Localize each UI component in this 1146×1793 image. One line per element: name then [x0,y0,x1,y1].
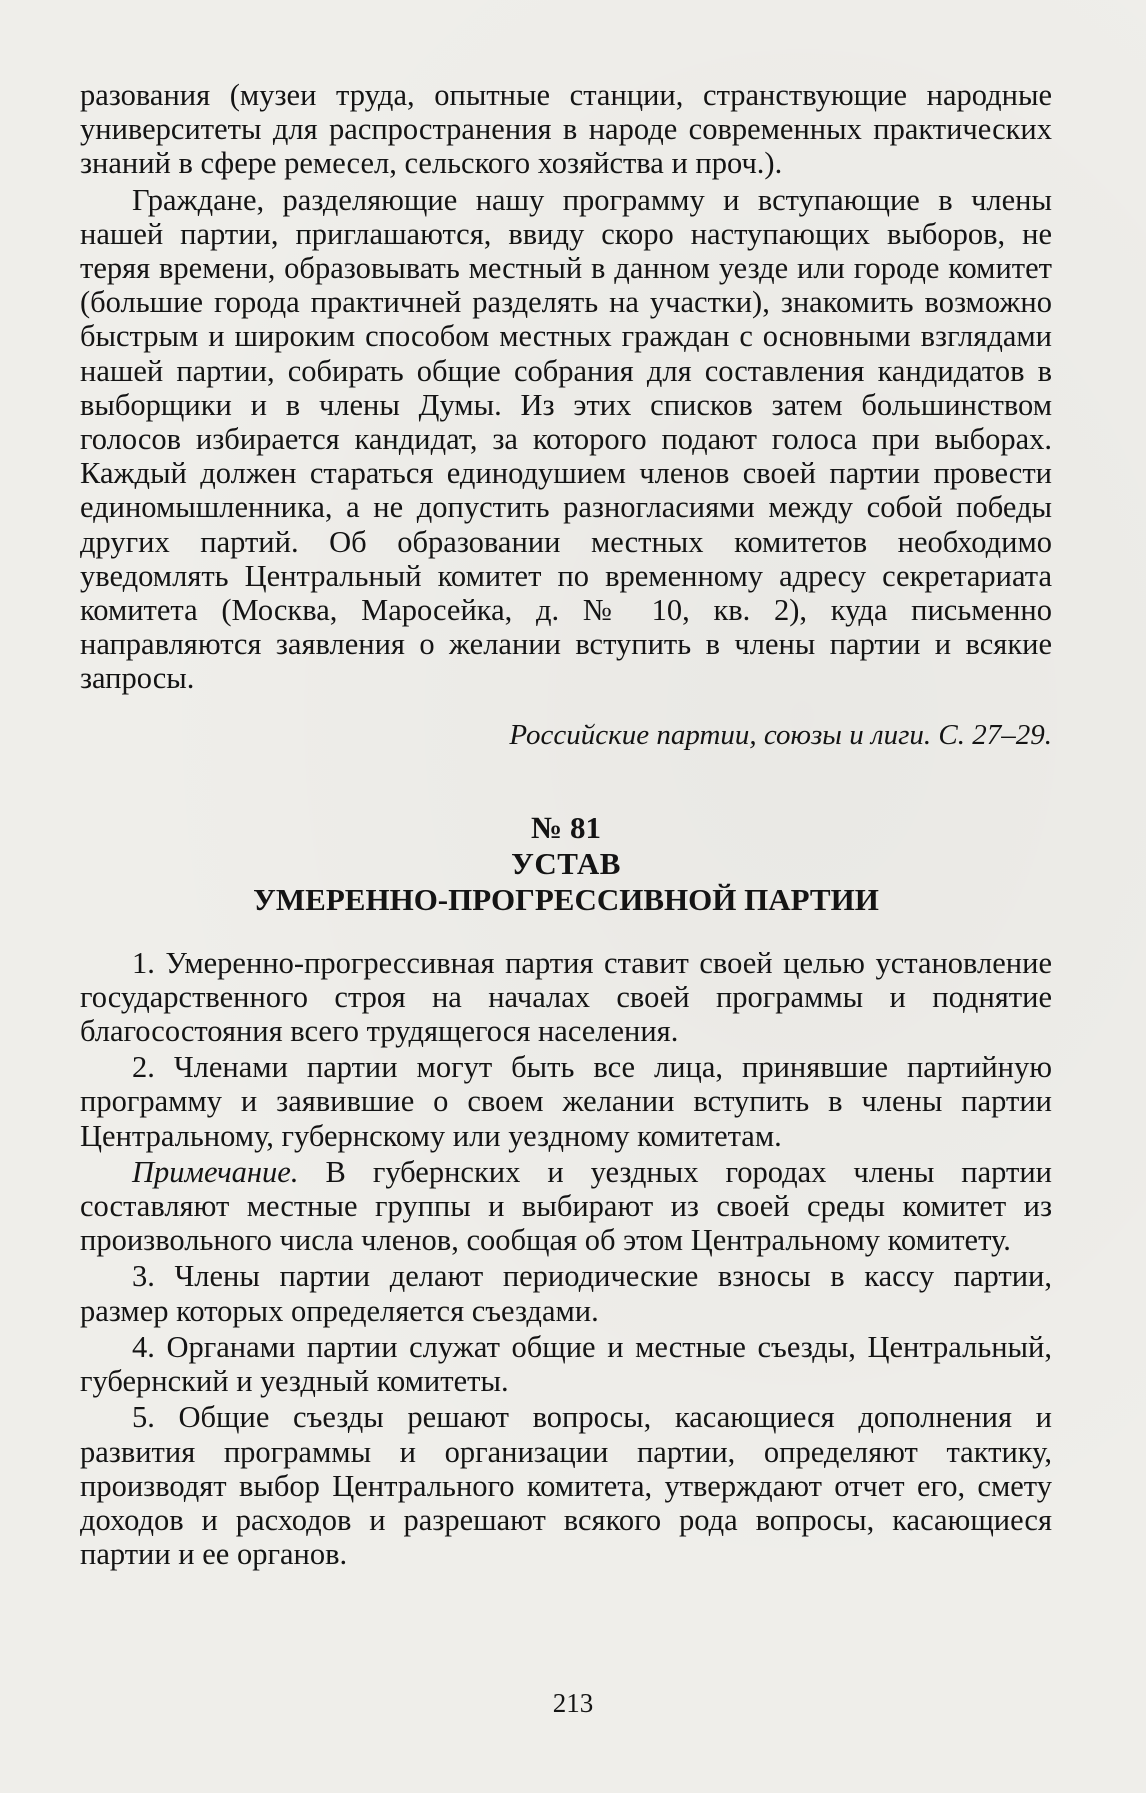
statute-item-3: 3. Члены партии делают периодические взносы в кассу партии, размер которых определяется съездами. [80,1259,1052,1328]
source-citation: Российские партии, союзы и лиги. С. 27–29. [509,718,1052,751]
statute-note [80,1155,1052,1258]
document-subtitle: УМЕРЕННО-ПРОГРЕССИВНОЙ ПАРТИИ [253,881,879,917]
page-number: 213 [552,1688,594,1718]
paragraph-citizens: Граждане, разделяющие нашу программу и вступающие в члены нашей партии, приглашаются, ввиду скоро наступающих выборов, не теряя времени, образовывать местный в данном уезде или городе комитет (большие города практичней разделять на участки), знакомить возможно быстрым и широким способом местных граждан с основными взглядами нашей партии, собирать общие собрания для составления кандидатов в выборщики и в члены Думы. Из этих списков затем большинством голосов избирается кандидат, за которого подают голоса при выборах. Каждый должен стараться единодушием членов своей партии провести единомышленника, а не допустить разногласиями между собой победы других партий. Об образовании местных комитетов необходимо уведомлять Центральный комитет по временному адресу секретариата комитета (Москва, Маросейка, д. № 10, кв. 2), куда письменно направляются заявления о желании вступить в члены партии и всякие запросы. [80,182,1052,696]
statute-item-4: 4. Органами партии служат общие и местные съезды, Центральный, губернский и уездный комитеты. [80,1329,1052,1399]
statute-item-1: 1. Умеренно-прогрессивная партия ставит своей целью установление государственного строя на началах своей программы и поднятие благосостояния всего трудящегося населения. [80,945,1052,1049]
document-heading [80,810,1052,918]
statute-body [80,946,1052,1572]
document-number: № 81 [531,809,601,845]
statute-item-2: 2. Членами партии могут быть все лица, принявшие партийную программу и заявившие о своем желании вступить в члены партии Центральному, губернскому или уездному комитетам. [80,1050,1052,1153]
paragraph-continued: разования (музеи труда, опытные станции, странствующие народные университеты для распространения в народе современных практических знаний в сфере ремесел, сельского хозяйства и проч.). [80,78,1052,181]
statute-item-5: 5. Общие съезды решают вопросы, касающиеся дополнения и развития программы и организации партии, определяют тактику, производят выбор Центрального комитета, утверждают отчет его, смету доходов и расходов и разрешают всякого рода вопросы, касающиеся партии и ее органов. [80,1400,1052,1572]
note-text: В губернских и уездных городах члены партии составляют местные группы и выбирают из своей среды комитет из произвольного числа членов, сообщая об этом Центральному комитету. [80,1154,1052,1258]
note-label: Примечание. [132,1154,299,1189]
document-title: УСТАВ [511,845,621,881]
page-text [80,78,1052,1571]
